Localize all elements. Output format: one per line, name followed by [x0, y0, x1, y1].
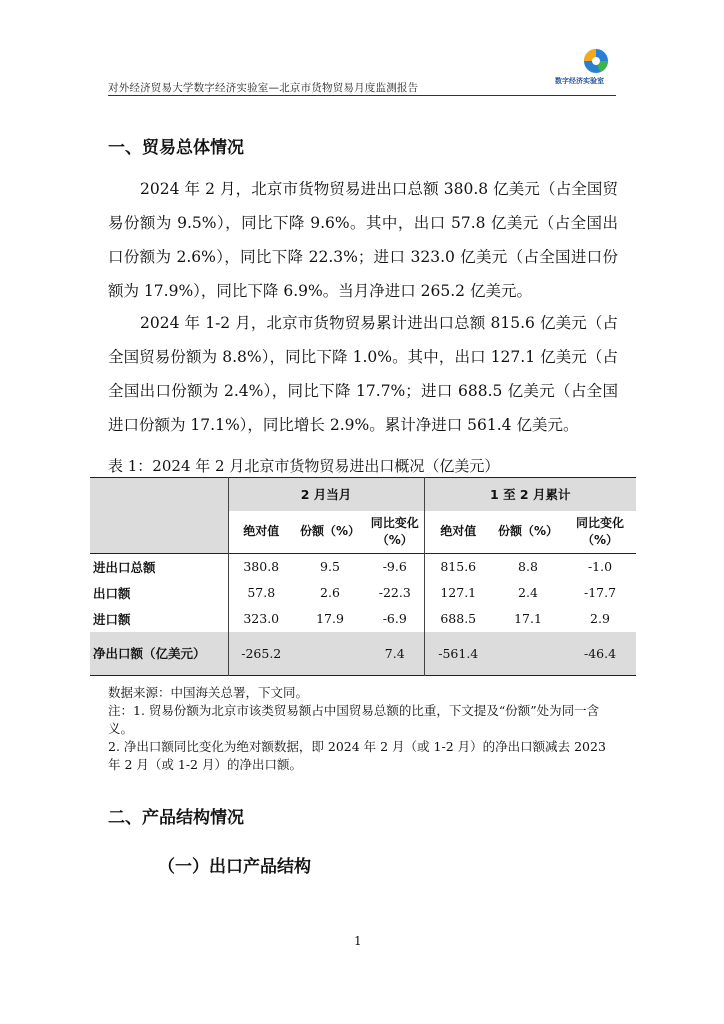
table-column-header: [90, 511, 636, 554]
note-2: 2. 净出口额同比变化为绝对额数据，即 2024 年 2 月（或 1-2 月）的净出口额减去 2023 年 2 月（或 1-2 月）的净出口额。: [108, 739, 606, 772]
col-yoy-cumulative: 同比变化（%）: [575, 515, 624, 547]
trade-summary-table: [90, 477, 636, 676]
section-title-overall: 一、贸易总体情况: [108, 138, 244, 158]
table-notes: [108, 684, 620, 774]
col-share-monthly: 份额（%）: [299, 524, 361, 539]
group-monthly: 2 月当月: [228, 478, 424, 511]
subsection-title-export: （一）出口产品结构: [158, 857, 311, 877]
note-1: 注：1. 贸易份额为北京市该类贸易额占中国贸易总额的比重，下文提及“份额”处为同一含义。: [108, 703, 600, 736]
table-row: 进口额 323.0 17.9 -6.9 688.5 17.1 2.9: [90, 606, 636, 632]
report-header-text: 对外经济贸易大学数字经济实验室—北京市货物贸易月度监测报告: [108, 82, 419, 94]
header-divider: [108, 95, 616, 96]
paragraph-february: 2024 年 2 月，北京市货物贸易进出口总额 380.8 亿美元（占全国贸易份额为 9.5%），同比下降 9.6%。其中，出口 57.8 亿美元（占全国出口份额为 2.6%），同比下降 22.3%；进口 323.0 亿美元（占全国进口份额为 17.9%），同比下降 6.9%。当月净进口 265.2 亿美元。: [108, 180, 618, 300]
table-caption: 表 1：2024 年 2 月北京市货物贸易进出口概况（亿美元）: [108, 457, 500, 475]
data-source-note: 数据来源：中国海关总署，下文同。: [108, 685, 309, 700]
table-row: 出口额 57.8 2.6 -22.3 127.1 2.4 -17.7: [90, 580, 636, 606]
page-number: 1: [354, 934, 362, 948]
col-abs-cumulative: 绝对值: [440, 524, 477, 539]
logo-text: 数字经济实验室: [555, 77, 604, 85]
section-title-product: 二、产品结构情况: [108, 808, 244, 828]
table-group-header: [90, 478, 636, 511]
group-cumulative: 1 至 2 月累计: [490, 487, 571, 503]
col-yoy-monthly: 同比变化（%）: [366, 511, 424, 554]
paragraph-jan-feb: 2024 年 1-2 月，北京市货物贸易累计进出口总额 815.6 亿美元（占全国贸易份额为 8.8%），同比下降 1.0%。其中，出口 127.1 亿美元（占全国出口份额为 2.4%），同比下降 17.7%；进口 688.5 亿美元（占全国进口份额为 17.1%），同比增长 2.9%。累计净进口 561.4 亿美元。: [108, 314, 618, 434]
col-abs-monthly: 绝对值: [243, 524, 280, 539]
col-share-cumulative: 份额（%）: [497, 524, 559, 539]
table-row: 进出口总额 380.8 9.5 -9.6 815.6 8.8 -1.0: [90, 554, 636, 580]
table-row-net: 净出口额（亿美元） -265.2 7.4 -561.4 -46.4: [90, 632, 636, 676]
